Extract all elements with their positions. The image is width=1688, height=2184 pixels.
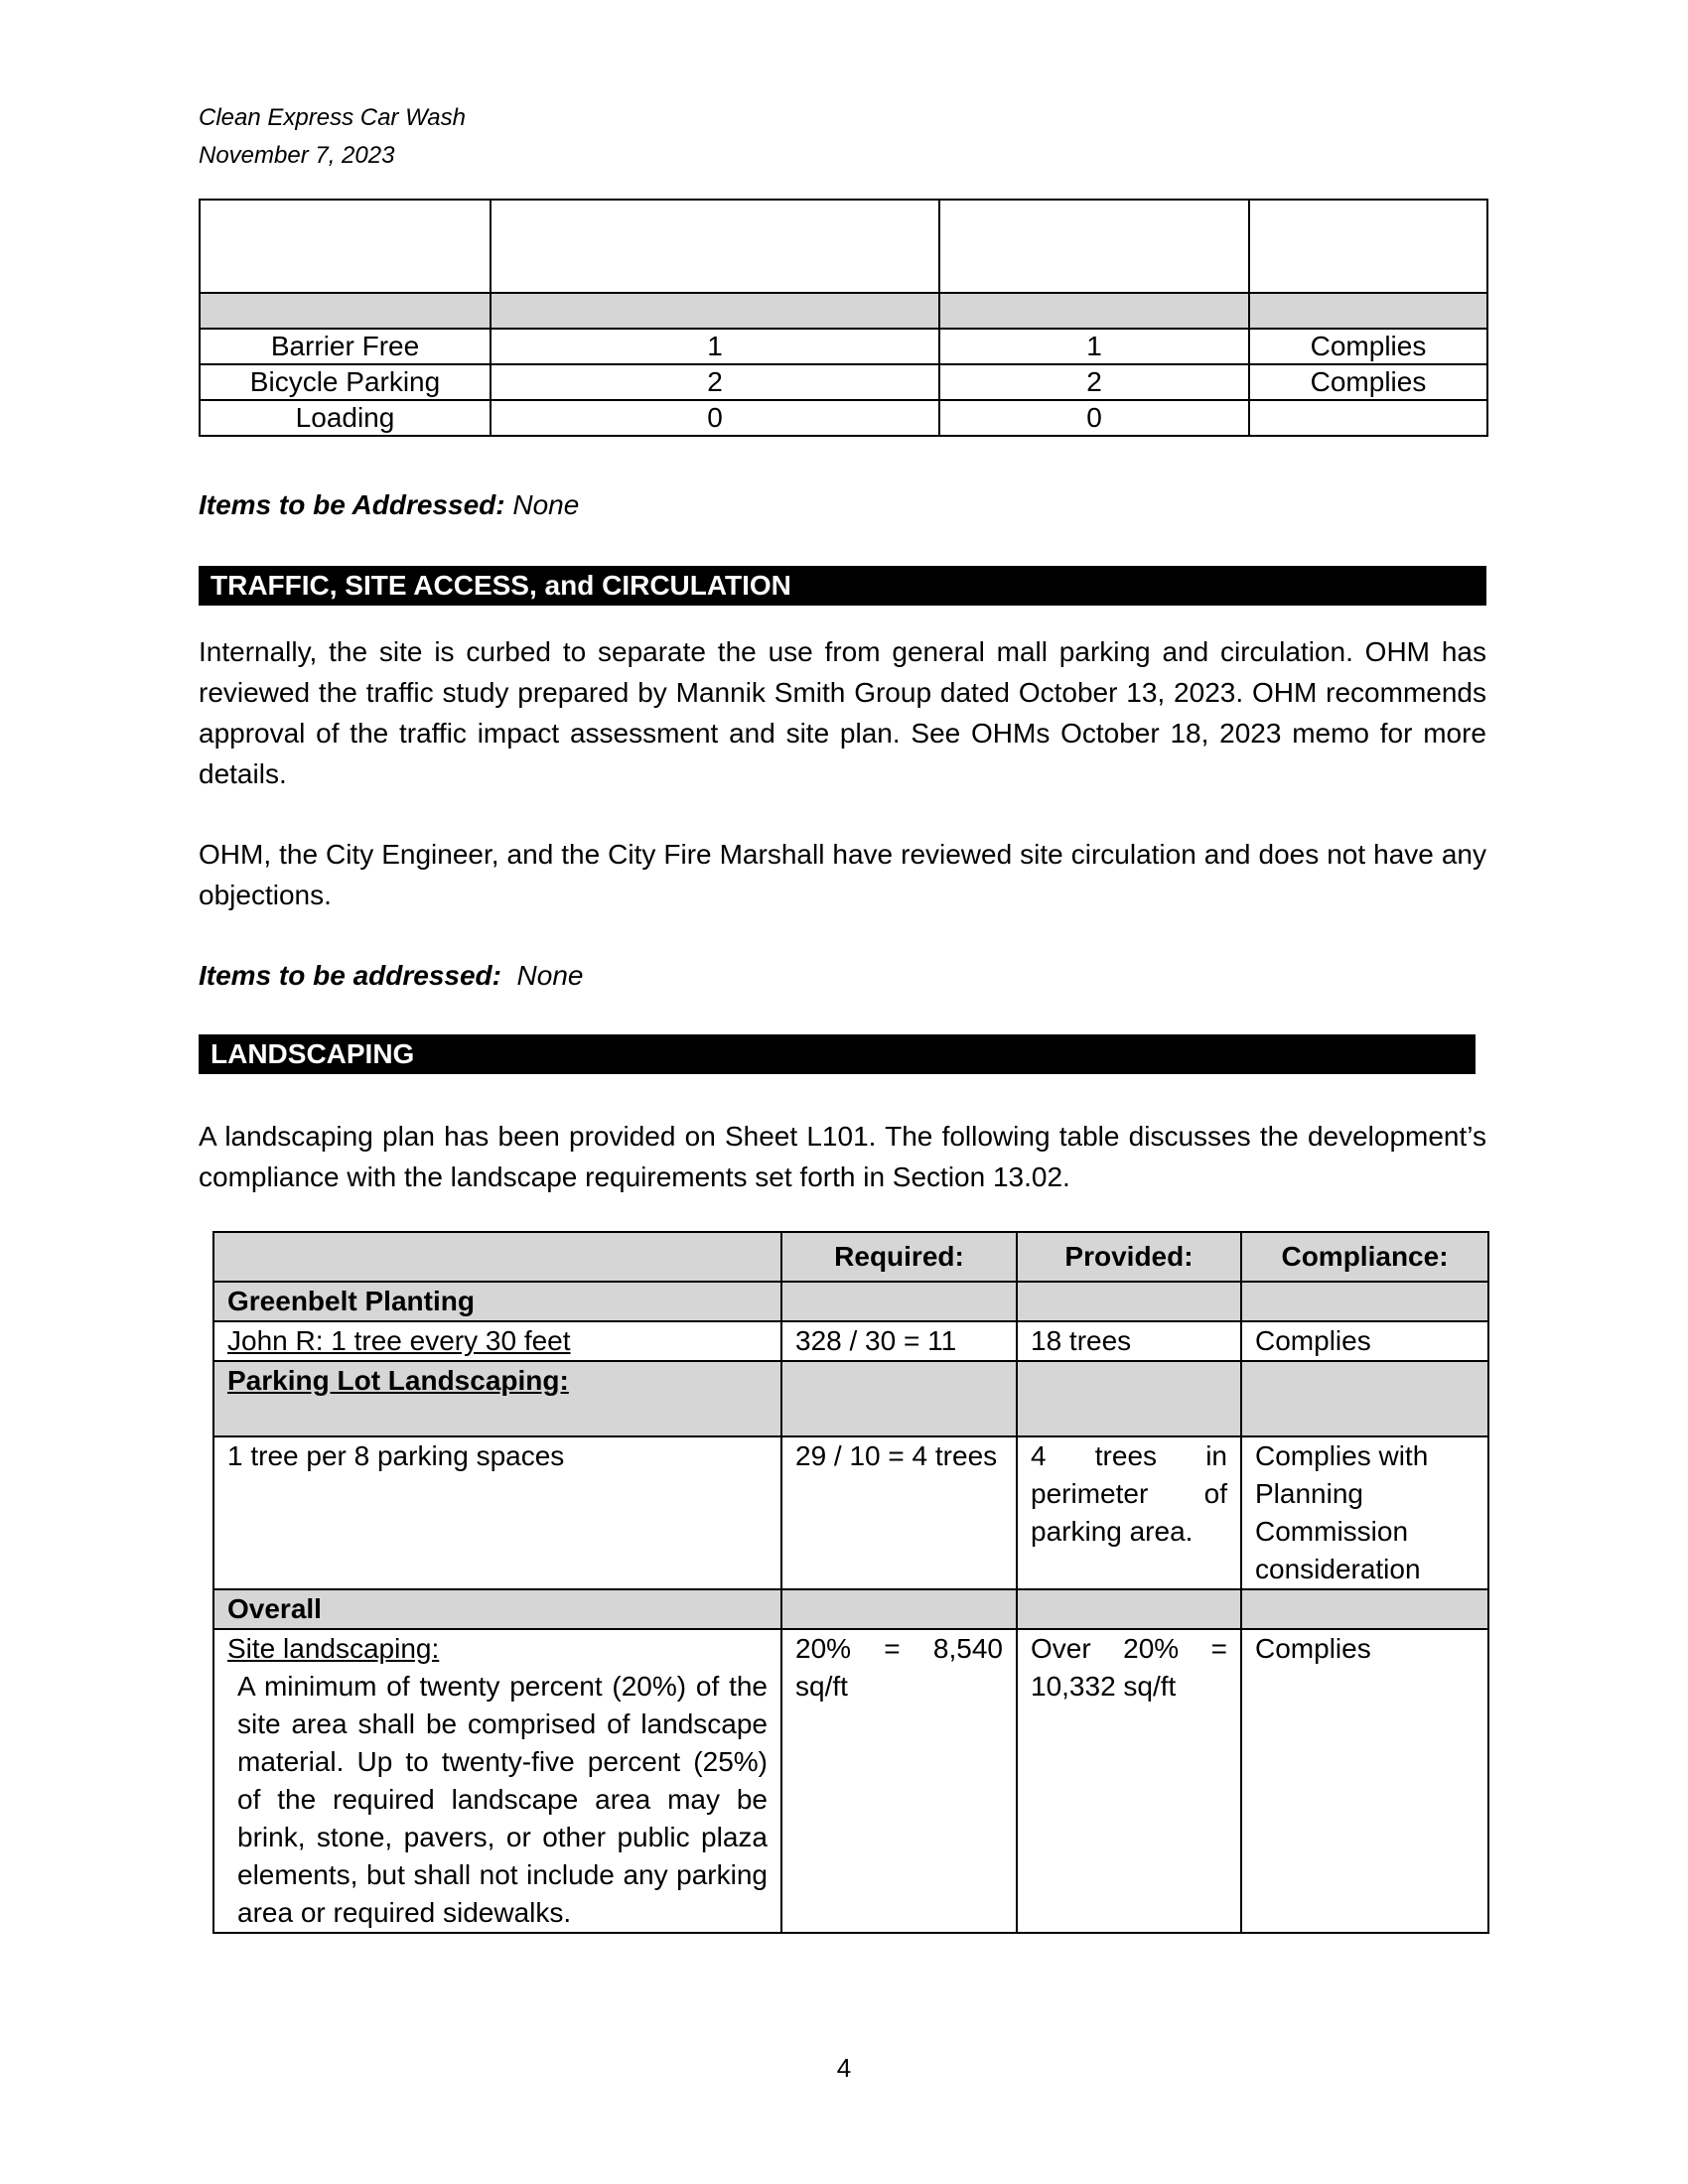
table-header-cell: Compliance: [1241, 1232, 1488, 1282]
traffic-paragraph-2: OHM, the City Engineer, and the City Fire Marshall have reviewed site circulation and does not have any objections. [199, 839, 1486, 910]
header-date: November 7, 2023 [199, 142, 395, 169]
items-addressed-1 [199, 484, 1486, 525]
header-title: Clean Express Car Wash [199, 104, 466, 131]
table-row [213, 1436, 1488, 1589]
page-number: 4 [836, 2053, 852, 2083]
landscape-table [212, 1231, 1489, 1934]
table-cell: 18 trees [1017, 1321, 1241, 1361]
document-header [199, 99, 466, 175]
table-cell: Loading [200, 400, 491, 436]
table-cell: Complies [1249, 364, 1487, 400]
table-cell: Complies [1249, 329, 1487, 364]
table-cell: John R: 1 tree every 30 feet [213, 1321, 781, 1361]
landscaping-intro: A landscaping plan has been provided on Sheet L101. The following table discusses the development’s compliance with the landscape requirements set forth in Section 13.02. [199, 1121, 1486, 1192]
table-row [200, 400, 1487, 436]
table-cell: 29 / 10 = 4 trees [781, 1436, 1017, 1589]
table-cell: Barrier Free [200, 329, 491, 364]
items-addressed-2 [199, 955, 1486, 996]
overall-label: Overall [213, 1589, 781, 1629]
table-cell: Bicycle Parking [200, 364, 491, 400]
parking-table [199, 199, 1488, 437]
items-value: None [504, 489, 580, 520]
table-cell: 2 [491, 364, 939, 400]
table-cell [1249, 400, 1487, 436]
greenbelt-label: Greenbelt Planting [213, 1282, 781, 1321]
table-row [213, 1629, 1488, 1933]
table-cell: 1 [491, 329, 939, 364]
table-cell: Complies [1241, 1629, 1488, 1933]
table-cell: Complies with Planning Commission consideration [1241, 1436, 1488, 1589]
table-cell: Over 20% = 10,332 sq/ft [1017, 1629, 1241, 1933]
table-cell: 2 [939, 364, 1249, 400]
items-value: None [500, 960, 584, 991]
table-row [213, 1282, 1488, 1321]
table-cell: 20% = 8,540 sq/ft [781, 1629, 1017, 1933]
section-heading-traffic: TRAFFIC, SITE ACCESS, and CIRCULATION [199, 566, 1486, 606]
table-cell: Complies [1241, 1321, 1488, 1361]
table-cell: 4 trees in perimeter of parking area. [1017, 1436, 1241, 1589]
traffic-paragraph-1: Internally, the site is curbed to separate the use from general mall parking and circulation. OHM has reviewed the traffic study prepared by Mannik Smith Group dated October 13, 2023. OHM recommends approval of the traffic impact assessment and site plan. See OHMs October 18, 2023 memo for more details. [199, 636, 1486, 789]
table-row [200, 329, 1487, 364]
table-row [213, 1321, 1488, 1361]
table-cell: 328 / 30 = 11 [781, 1321, 1017, 1361]
table-header-row [213, 1232, 1488, 1282]
items-label: Items to be Addressed: [199, 489, 505, 520]
table-header-cell [213, 1232, 781, 1282]
table-cell [213, 1629, 781, 1933]
section-heading-landscaping: LANDSCAPING [199, 1034, 1476, 1074]
site-landscaping-label: Site landscaping: [227, 1633, 440, 1664]
table-row [200, 364, 1487, 400]
site-landscaping-description: A minimum of twenty percent (20%) of the site area shall be comprised of landscape material. Up to twenty-five percent (25%) of the required landscape area may be brink, stone, pavers, or other public plaza elements, but shall not include any parking area or required sidewalks. [237, 1671, 768, 1928]
table-cell: 1 tree per 8 parking spaces [213, 1436, 781, 1589]
table-cell: 1 [939, 329, 1249, 364]
table-row [200, 293, 1487, 329]
table-row [213, 1361, 1488, 1436]
table-row [213, 1589, 1488, 1629]
items-label: Items to be addressed: [199, 960, 501, 991]
table-cell: 0 [939, 400, 1249, 436]
table-header-cell: Provided: [1017, 1232, 1241, 1282]
table-header-cell: Required: [781, 1232, 1017, 1282]
table-cell: 0 [491, 400, 939, 436]
table-row [200, 200, 1487, 293]
parking-lot-label: Parking Lot Landscaping: [213, 1361, 781, 1436]
